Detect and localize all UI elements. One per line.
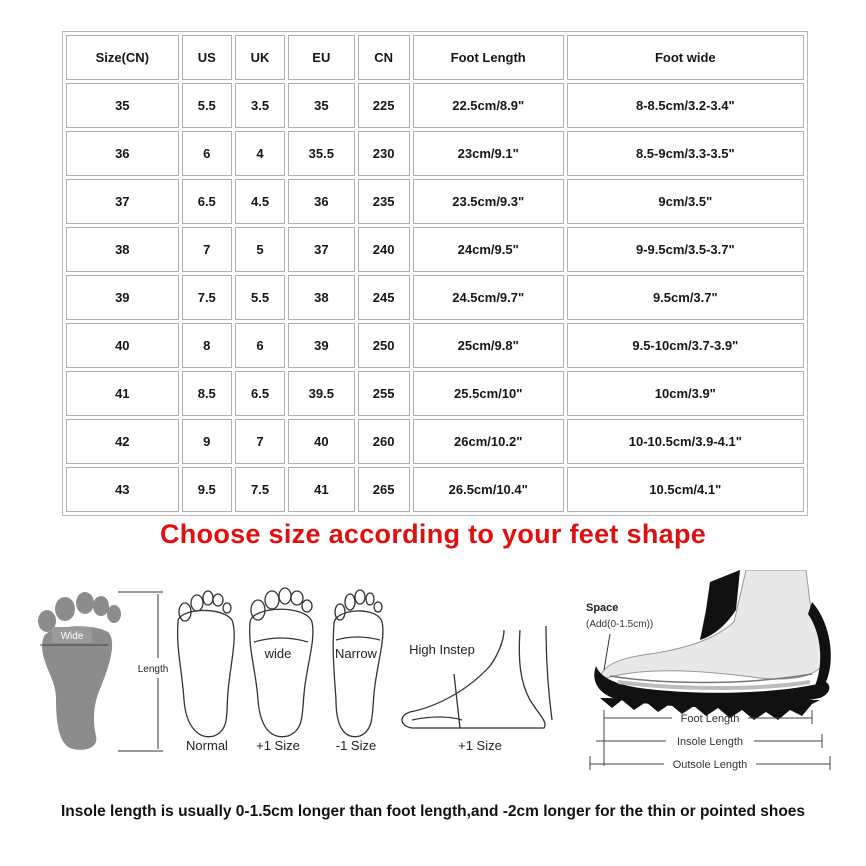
table-row <box>66 323 804 368</box>
cell-eu: 37 <box>288 227 354 272</box>
cell-foot-length: 26cm/10.2" <box>413 419 564 464</box>
cell-us: 5.5 <box>182 83 232 128</box>
normal-foot-label: Normal <box>186 738 228 753</box>
cell-size-cn: 37 <box>66 179 179 224</box>
cell-uk: 4.5 <box>235 179 285 224</box>
headline: Choose size according to your feet shape <box>159 519 707 549</box>
cell-eu: 38 <box>288 275 354 320</box>
cell-eu: 41 <box>288 467 354 512</box>
cell-cn: 230 <box>358 131 410 176</box>
cell-foot-length: 24.5cm/9.7" <box>413 275 564 320</box>
insole-footnote: Insole length is usually 0-1.5cm longer than foot length,and -2cm longer for the thin or pointed shoes <box>60 803 806 820</box>
cell-foot-wide: 9.5-10cm/3.7-3.9" <box>567 323 804 368</box>
cell-foot-wide: 10-10.5cm/3.9-4.1" <box>567 419 804 464</box>
space-note: (Add(0-1.5cm)) <box>586 619 654 630</box>
cell-uk: 4 <box>235 131 285 176</box>
size-chart-table <box>62 31 808 516</box>
cell-uk: 3.5 <box>235 83 285 128</box>
high-instep-label: High Instep <box>409 642 475 657</box>
cell-uk: 7.5 <box>235 467 285 512</box>
wide-label: Wide <box>60 631 84 642</box>
cell-foot-length: 24cm/9.5" <box>413 227 564 272</box>
wide-foot-top-label: wide <box>264 646 292 661</box>
cell-size-cn: 42 <box>66 419 179 464</box>
foot-length-label: Foot Length <box>680 713 740 725</box>
cell-cn: 240 <box>358 227 410 272</box>
table-header-row <box>66 35 804 80</box>
cell-uk: 5.5 <box>235 275 285 320</box>
cell-size-cn: 41 <box>66 371 179 416</box>
table-row <box>66 467 804 512</box>
cell-us: 6 <box>182 131 232 176</box>
cell-eu: 39.5 <box>288 371 354 416</box>
insole-length-label: Insole Length <box>676 736 744 748</box>
header-uk: UK <box>235 35 285 80</box>
cell-us: 9.5 <box>182 467 232 512</box>
cell-foot-length: 23cm/9.1" <box>413 131 564 176</box>
cell-us: 8 <box>182 323 232 368</box>
cell-foot-wide: 8-8.5cm/3.2-3.4" <box>567 83 804 128</box>
wide-foot-icon <box>250 588 313 737</box>
cell-us: 6.5 <box>182 179 232 224</box>
cell-eu: 36 <box>288 179 354 224</box>
table-row <box>66 371 804 416</box>
cell-eu: 39 <box>288 323 354 368</box>
table-row <box>66 227 804 272</box>
table-row <box>66 131 804 176</box>
cell-size-cn: 35 <box>66 83 179 128</box>
length-label: Length <box>137 664 169 675</box>
cell-uk: 6 <box>235 323 285 368</box>
cell-eu: 35 <box>288 83 354 128</box>
cell-eu: 40 <box>288 419 354 464</box>
narrow-foot-label: -1 Size <box>335 738 377 753</box>
high-instep-size-label: +1 Size <box>458 738 502 753</box>
cell-cn: 235 <box>358 179 410 224</box>
table-row <box>66 275 804 320</box>
header-cn: CN <box>358 35 410 80</box>
cell-size-cn: 40 <box>66 323 179 368</box>
cell-uk: 5 <box>235 227 285 272</box>
cell-us: 8.5 <box>182 371 232 416</box>
cell-uk: 6.5 <box>235 371 285 416</box>
cell-cn: 245 <box>358 275 410 320</box>
cell-foot-length: 26.5cm/10.4" <box>413 467 564 512</box>
header-size-cn: Size(CN) <box>66 35 179 80</box>
cell-foot-length: 25.5cm/10" <box>413 371 564 416</box>
outsole-length-label: Outsole Length <box>672 759 748 771</box>
cell-cn: 255 <box>358 371 410 416</box>
cell-foot-length: 25cm/9.8" <box>413 323 564 368</box>
normal-foot-icon <box>178 591 235 737</box>
table-row <box>66 179 804 224</box>
cell-size-cn: 36 <box>66 131 179 176</box>
cell-foot-length: 22.5cm/8.9" <box>413 83 564 128</box>
cell-us: 7 <box>182 227 232 272</box>
cell-foot-wide: 8.5-9cm/3.3-3.5" <box>567 131 804 176</box>
space-label: Space <box>586 602 619 614</box>
cell-cn: 250 <box>358 323 410 368</box>
wide-arrow-icon <box>254 638 308 642</box>
narrow-foot-icon <box>333 590 383 737</box>
wide-foot-label: +1 Size <box>256 738 300 753</box>
cell-cn: 225 <box>358 83 410 128</box>
cell-cn: 265 <box>358 467 410 512</box>
cell-size-cn: 39 <box>66 275 179 320</box>
table-row <box>66 83 804 128</box>
narrow-foot-top-label: Narrow <box>335 646 377 661</box>
cell-size-cn: 38 <box>66 227 179 272</box>
header-foot-wide: Foot wide <box>567 35 804 80</box>
header-foot-length: Foot Length <box>413 35 564 80</box>
cell-cn: 260 <box>358 419 410 464</box>
cell-foot-wide: 9-9.5cm/3.5-3.7" <box>567 227 804 272</box>
cell-foot-wide: 10.5cm/4.1" <box>567 467 804 512</box>
cell-uk: 7 <box>235 419 285 464</box>
cell-eu: 35.5 <box>288 131 354 176</box>
table-row <box>66 419 804 464</box>
header-eu: EU <box>288 35 354 80</box>
foot-shape-illustrations <box>0 570 866 785</box>
cell-foot-wide: 9.5cm/3.7" <box>567 275 804 320</box>
shoe-cross-section-icon <box>594 570 831 720</box>
cell-foot-length: 23.5cm/9.3" <box>413 179 564 224</box>
narrow-arrow-icon <box>336 637 380 640</box>
cell-us: 9 <box>182 419 232 464</box>
cell-size-cn: 43 <box>66 467 179 512</box>
cell-foot-wide: 10cm/3.9" <box>567 371 804 416</box>
header-us: US <box>182 35 232 80</box>
cell-foot-wide: 9cm/3.5" <box>567 179 804 224</box>
footprint-icon <box>38 592 121 750</box>
space-pointer-line <box>604 634 610 670</box>
cell-us: 7.5 <box>182 275 232 320</box>
